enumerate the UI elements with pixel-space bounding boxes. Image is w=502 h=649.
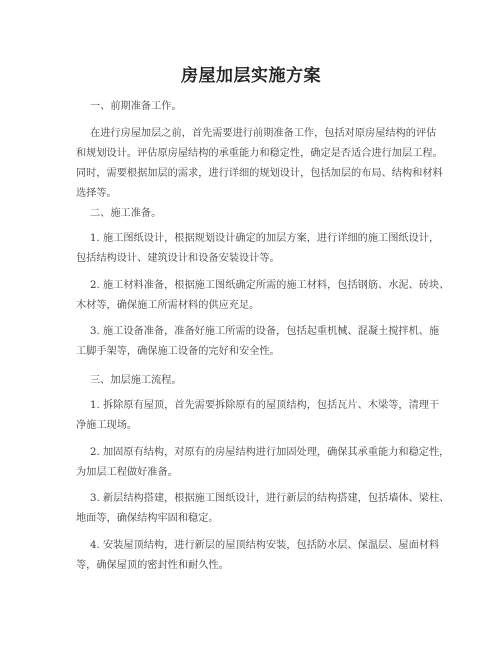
text-line: 为加层工程做好准备。 xyxy=(76,467,178,478)
paragraph-remove-roof xyxy=(76,396,446,436)
text-line: 木材等，确保施工所需材料的供应充足。 xyxy=(76,300,260,311)
text-line: 地面等，确保结构牢固和稳定。 xyxy=(76,513,219,524)
text-line: 3. 新层结构搭建，根据施工图纸设计，进行新层的结构搭建，包括墙体、梁柱、 xyxy=(90,493,450,504)
paragraph-reinforce xyxy=(76,443,450,483)
text-line: 同时，需要根据加层的需求，进行详细的规划设计，包括加层的布局、结构和材料 xyxy=(76,168,443,179)
text-line: 选择等。 xyxy=(76,188,117,199)
paragraph-equipment-prep xyxy=(76,322,446,362)
text-line: 1. 拆除原有屋顶，首先需要拆除原有的屋顶结构，包括瓦片、木梁等，清理干 xyxy=(90,400,440,411)
document-title: 房屋加层实施方案 xyxy=(181,66,321,86)
text-line: 4. 安装屋顶结构，进行新层的屋顶结构安装，包括防水层、保温层、屋面材料 xyxy=(90,540,440,551)
text-line: 和规划设计。评估原房屋结构的承重能力和稳定性，确定是否适合进行加层工程。 xyxy=(76,148,443,159)
section-heading-2 xyxy=(76,204,446,224)
text-line: 二、施工准备。 xyxy=(90,208,162,219)
text-line: 一、前期准备工作。 xyxy=(90,101,182,112)
paragraph-material-prep xyxy=(76,276,450,316)
text-line: 三、加层施工流程。 xyxy=(90,375,182,386)
section-heading-1 xyxy=(76,97,446,117)
paragraph-new-structure xyxy=(76,489,450,529)
text-line: 工脚手架等，确保施工设备的完好和安全性。 xyxy=(76,346,280,357)
text-line: 2. 施工材料准备，根据施工图纸确定所需的施工材料，包括钢筋、水泥、砖块、 xyxy=(90,280,450,291)
text-line: 3. 施工设备准备，准备好施工所需的设备，包括起重机械、混凝土搅拌机、施 xyxy=(90,326,440,337)
text-line: 在进行房屋加层之前，首先需要进行前期准备工作，包括对原房屋结构的评估 xyxy=(90,128,437,139)
text-line: 1. 施工图纸设计，根据规划设计确定的加层方案，进行详细的施工图纸设计， xyxy=(90,233,440,244)
text-line: 等，确保屋顶的密封性和耐久性。 xyxy=(76,560,229,571)
text-line: 2. 加固原有结构，对原有的房屋结构进行加固处理，确保其承重能力和稳定性， xyxy=(90,447,450,458)
text-line: 净施工现场。 xyxy=(76,420,138,431)
section-heading-3 xyxy=(76,371,446,391)
paragraph-drawing-design xyxy=(76,229,446,269)
text-line: 包括结构设计、建筑设计和设备安装设计等。 xyxy=(76,253,280,264)
paragraph-preparation xyxy=(76,124,446,204)
paragraph-roof-install xyxy=(76,536,446,576)
